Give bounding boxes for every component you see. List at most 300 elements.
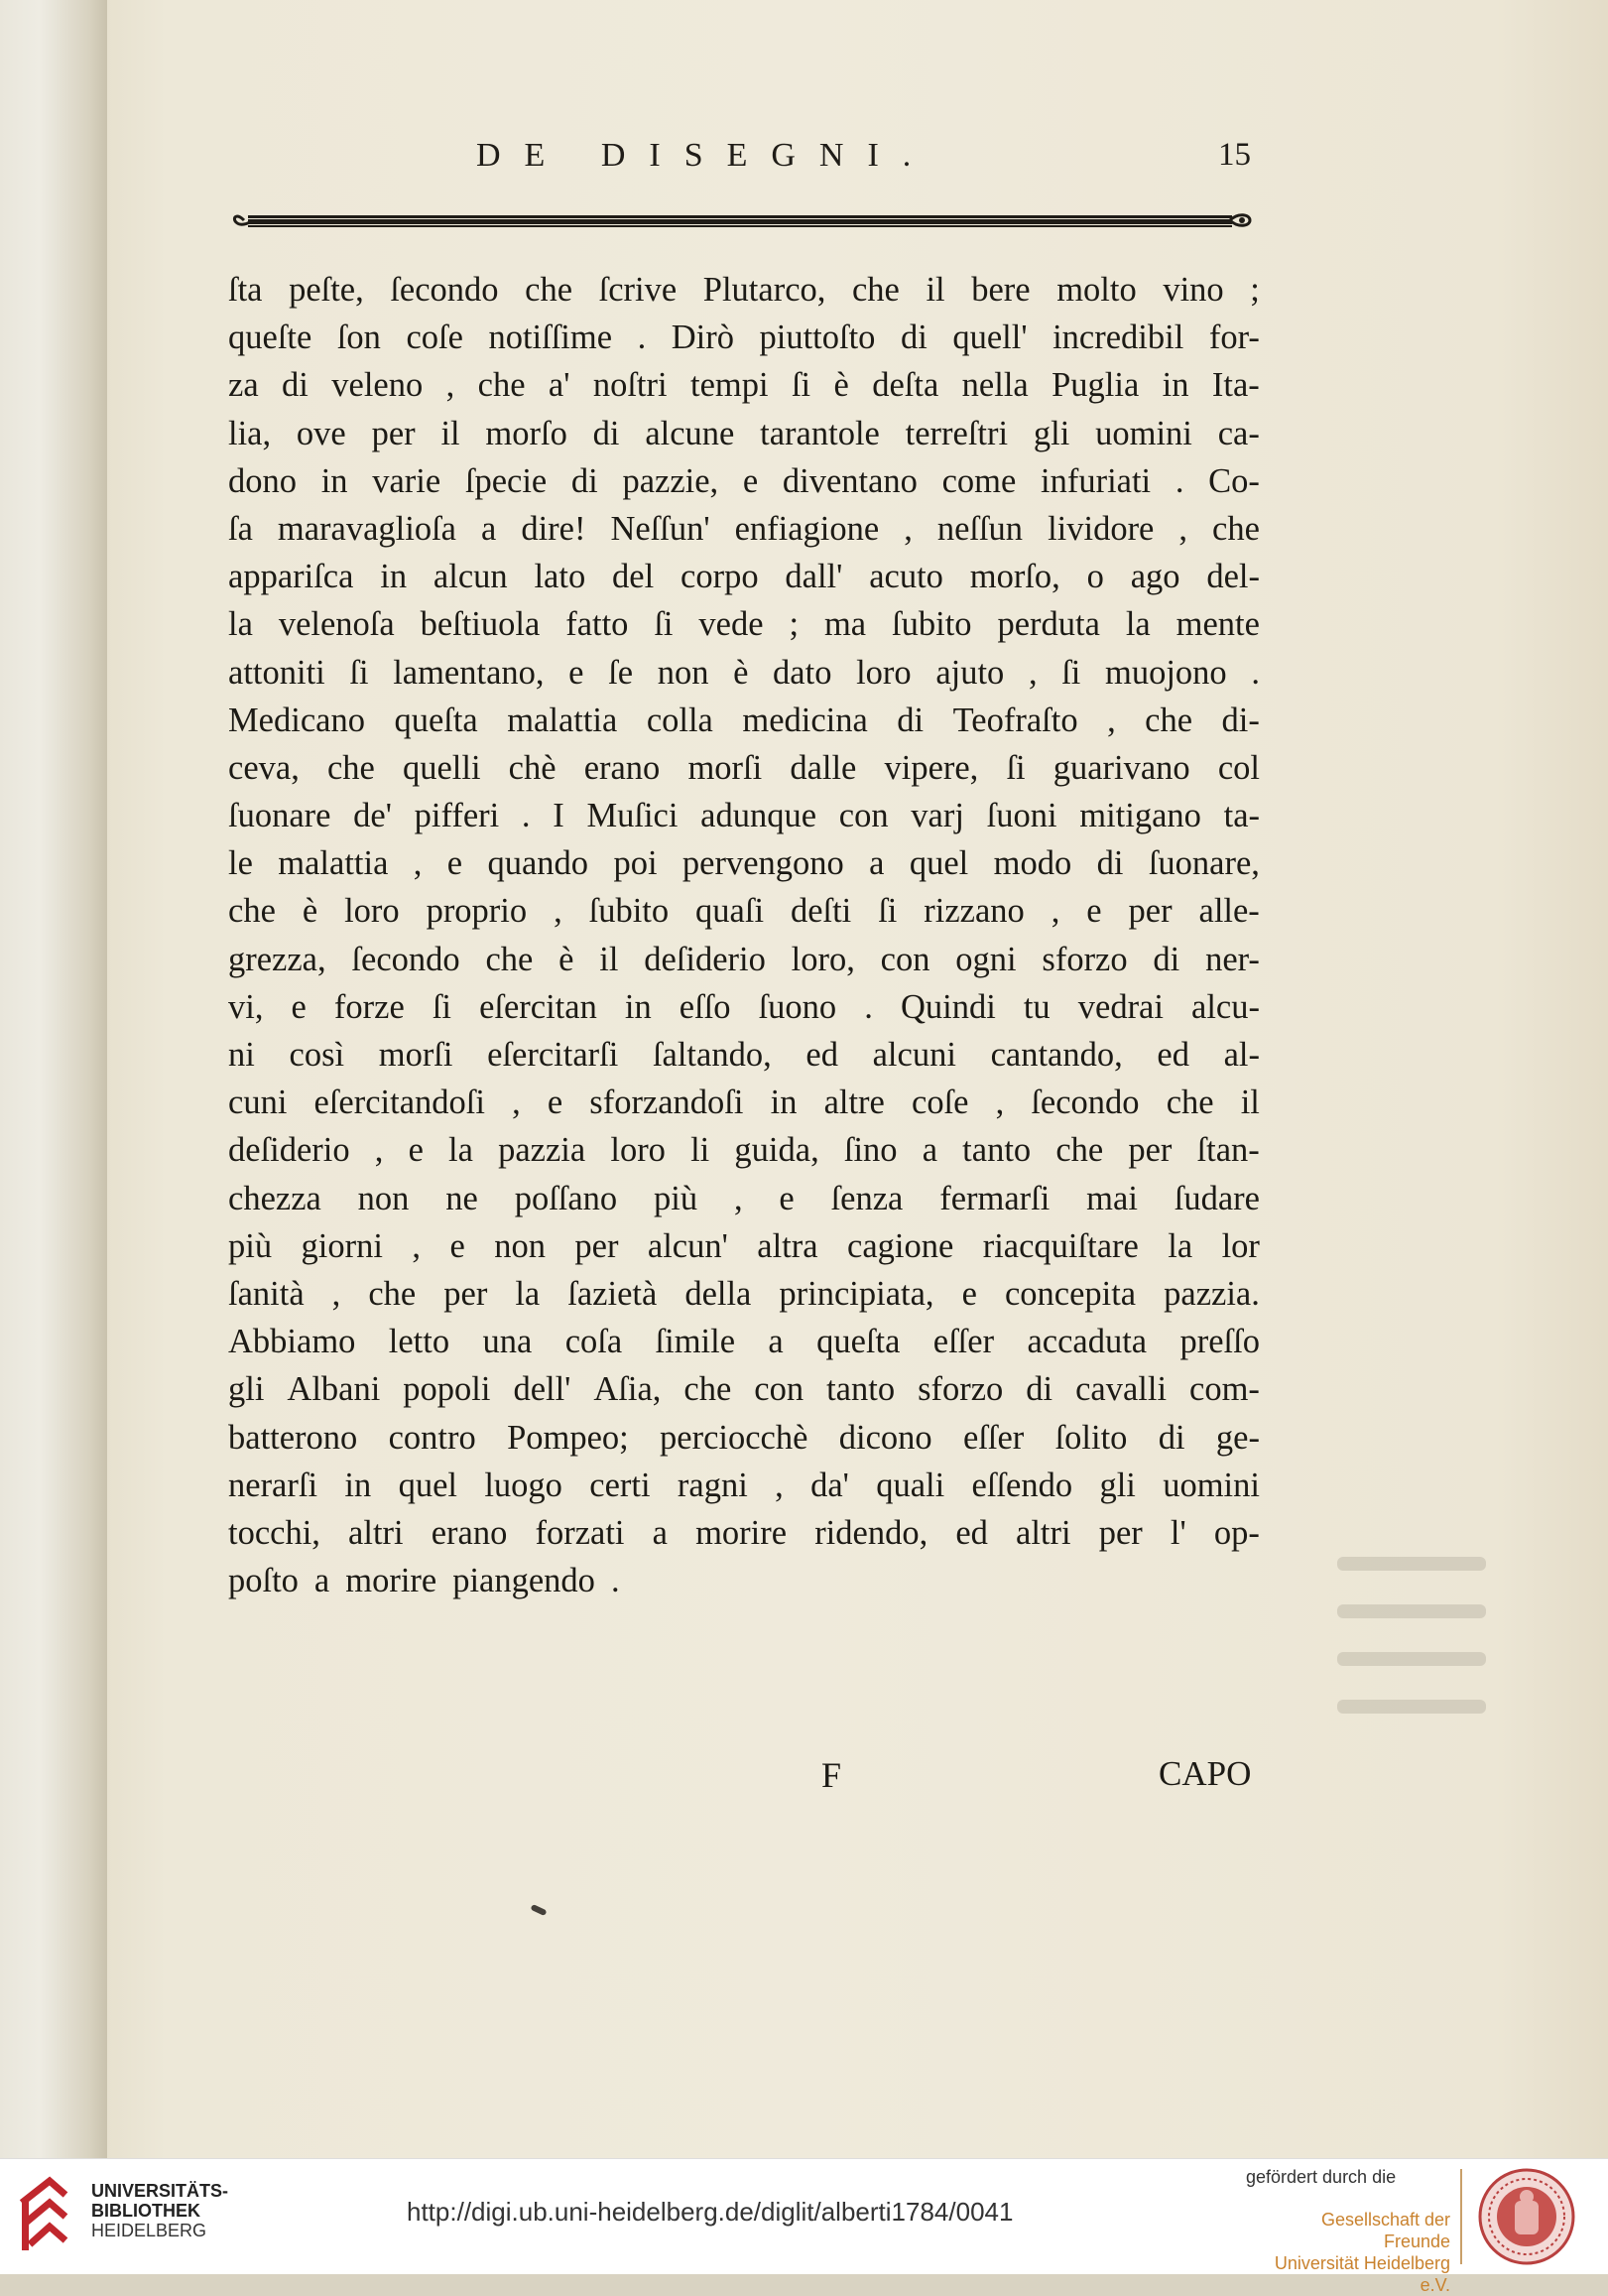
word: ajuto [935,653,1005,692]
word: di- [1221,701,1260,739]
university-seal-icon [1477,2167,1576,2266]
word: alcun' [647,1226,728,1265]
text-line [228,1414,1260,1462]
word: neſſun [936,509,1024,548]
word: eſſo [679,987,731,1026]
word: op- [1213,1513,1260,1552]
word: mitigano [1079,797,1201,835]
text-line [228,983,1260,1031]
word: peſte, [289,271,364,309]
text-line [228,839,1260,887]
word: concepita [1004,1274,1137,1313]
word: perciocchè [660,1418,808,1457]
word: ; [789,605,800,644]
library-line-2: BIBLIOTHEK [91,2201,200,2221]
word: ſuonare, [1148,844,1260,883]
word: dell' [513,1370,571,1409]
word: eſſendo [971,1466,1073,1504]
word: in [380,558,408,596]
text-line [228,1557,1260,1604]
word: molto [1056,271,1137,309]
word: , [445,366,455,405]
text-line [228,649,1260,697]
word: non [357,1179,410,1217]
word: deſiderio [228,1131,350,1170]
word: ogni [955,940,1017,978]
catchword: CAPO [1159,1754,1252,1793]
word: gli [1099,1466,1136,1504]
word: , [331,1274,341,1313]
word: ſi [1061,653,1081,692]
word: Muſici [586,797,679,835]
word: Co- [1208,461,1260,500]
word: . [521,797,531,835]
word: ſolito [1054,1418,1128,1457]
word: ſpecie [464,461,548,500]
word: sforzandoſi [589,1084,744,1122]
word: mai [1086,1179,1138,1217]
word: le [228,844,253,883]
library-line-3: HEIDELBERG [91,2221,207,2240]
word: morire [345,1562,437,1600]
word: infuriati [1041,461,1152,500]
word: di [1153,940,1180,978]
word: coſe [912,1084,969,1122]
word: in [770,1084,798,1122]
word: notiſſime [488,319,613,357]
word: più [654,1179,698,1217]
word: Neſſun' [610,509,710,548]
word: con [838,797,889,835]
text-line [228,1365,1260,1413]
word: ſecondo [390,271,499,309]
word: che [525,271,573,309]
word: pazzia [498,1131,586,1170]
word: per [371,414,416,452]
word: alcune [645,414,735,452]
word: queſta [816,1323,901,1361]
word: e [547,1084,563,1122]
word: muojono [1105,653,1227,692]
sponsor-line-1: Gesellschaft der Freunde [1320,2210,1450,2251]
word: cantando, [990,1036,1123,1074]
word: e [961,1274,977,1313]
word: il [599,940,619,978]
word: appariſca [228,558,354,596]
word: per [443,1274,488,1313]
word: altri [348,1513,404,1552]
word: I [553,797,564,835]
word: è [558,940,574,978]
word: noſtri [592,366,668,405]
word: quali [876,1466,945,1504]
word: col [1217,748,1260,787]
permalink-url[interactable]: http://digi.ub.uni-heidelberg.de/diglit/alberti1784/0041 [407,2197,1014,2227]
word: attoniti [228,653,325,692]
word: lia, [228,414,272,452]
word: in [320,461,348,500]
sponsor-label: gefördert durch die [1246,2167,1397,2187]
word: la [515,1274,541,1313]
word: tanto [826,1370,896,1409]
word: luogo [484,1466,562,1504]
word: e [408,1131,424,1170]
text-line [228,361,1260,409]
word: pervengono [681,844,844,883]
word: li [690,1131,710,1170]
word: quel [909,844,969,883]
word: beſtiuola [420,605,541,644]
text-line [228,1031,1260,1079]
word: dalle [790,748,857,787]
word: eſercitarſi [487,1036,619,1074]
word: , [1051,892,1060,931]
word: vi, [228,987,264,1026]
word: altra [757,1226,818,1265]
word: velenoſa [278,605,395,644]
word: il [440,414,460,452]
word: ſenza [830,1179,904,1217]
word: che [1145,701,1193,739]
word: deſta [872,366,939,405]
word: lato [534,558,586,596]
word: ſa [228,509,253,548]
word: corpo [680,558,759,596]
word: deſiderio [644,940,766,978]
word: per [1098,1513,1143,1552]
word: , [1028,653,1038,692]
word: una [482,1323,533,1361]
word: pazzia. [1164,1274,1260,1313]
text-line [228,553,1260,600]
text-line [228,936,1260,983]
word: e [779,1179,795,1217]
word: , [775,1466,784,1504]
word: non [494,1226,546,1265]
word: ſi [432,987,452,1026]
footer-bar [0,2158,1608,2295]
word: . [864,987,873,1026]
word: Teofraſto [952,701,1078,739]
word: Dirò [671,319,734,357]
page-number: 15 [1218,137,1251,173]
text-line [228,1270,1260,1318]
word: la [1168,1226,1193,1265]
word: poi [613,844,658,883]
word: a [768,1323,784,1361]
word: ſecondo [351,940,460,978]
word: dicono [838,1418,932,1457]
word: ner- [1205,940,1260,978]
word: malattia [278,844,389,883]
word: uomini [1095,414,1192,452]
word: ſazietà [567,1274,658,1313]
word: morſo [485,414,567,452]
word: del [612,558,655,596]
word: letto [388,1323,450,1361]
word: è [302,892,318,931]
word: ſe [608,653,634,692]
word: con [754,1370,804,1409]
word: vedrai [1077,987,1164,1026]
word: che [477,366,526,405]
word: com- [1189,1370,1260,1409]
sponsor-line-2: Universität Heidelberg e.V. [1274,2253,1450,2295]
word: tocchi, [228,1513,320,1552]
text-line [228,1222,1260,1270]
word: ridendo, [814,1513,928,1552]
word: quelli [402,748,481,787]
word: certi [589,1466,651,1504]
word: loro, [791,940,855,978]
word: , [1107,701,1116,739]
word: de' [353,797,392,835]
word: e [568,653,584,692]
word: vino [1163,271,1224,309]
word: di [282,366,309,405]
word: che [1212,509,1260,548]
word: . [1251,653,1260,692]
word: guarivano [1052,748,1190,787]
word: cagione [847,1226,954,1265]
text-line [228,1079,1260,1126]
word: erano [431,1513,508,1552]
text-line [228,1509,1260,1557]
word: perduta [997,605,1100,644]
text-line [228,1318,1260,1365]
word: come [941,461,1017,500]
text-line [228,792,1260,839]
word: è [833,366,849,405]
word: in [624,987,652,1026]
word: nella [961,366,1029,405]
word: terreſtri [905,414,1009,452]
word: quell' [952,319,1028,357]
word: ſi [791,366,811,405]
word: ago [1130,558,1180,596]
body-text [228,266,1260,1604]
word: così [289,1036,345,1074]
word: medicina [742,701,868,739]
word: altre [823,1084,885,1122]
word: quaſi [695,892,765,931]
word: gli [228,1370,265,1409]
word: , [512,1084,521,1122]
word: di [1096,844,1124,883]
word: di [1026,1370,1053,1409]
word: morſi [687,748,763,787]
word: , [1178,509,1187,548]
word: loro [856,653,912,692]
word: forze [333,987,405,1026]
word: . [1175,461,1184,500]
word: , [374,1131,384,1170]
word: di [592,414,620,452]
word: , [413,844,423,883]
word: ta- [1223,797,1260,835]
word: bere [971,271,1031,309]
word: quando [487,844,589,883]
word: e [291,987,307,1026]
word: chezza [228,1179,321,1217]
word: lamentano, [393,653,545,692]
word: che [368,1274,417,1313]
word: eſercitan [479,987,597,1026]
word: Abbiamo [228,1323,356,1361]
word: morire [695,1513,788,1552]
word: batterono [228,1418,358,1457]
text-line [228,505,1260,553]
word: o [1086,558,1104,596]
word: colla [646,701,713,739]
word: deſti [790,892,852,931]
word: ſi [1006,748,1026,787]
word: ſuoni [986,797,1057,835]
word: for- [1208,319,1260,357]
word: piuttoſto [759,319,876,357]
word: per [1128,892,1173,931]
word: dono [228,461,297,500]
word: erano [583,748,661,787]
word: in [344,1466,372,1504]
running-title: DE DISEGNI. [476,137,935,174]
word: ma [823,605,867,644]
word: Plutarco, [702,271,826,309]
word: ſon [336,319,381,357]
word: da' [810,1466,849,1504]
word: ſudare [1174,1179,1260,1217]
text-line [228,1175,1260,1222]
word: pazzie, [622,461,719,500]
word: che [851,271,900,309]
word: ſubito [588,892,670,931]
sponsor-name [1252,2209,1450,2296]
word: altri [1016,1513,1071,1552]
word: queſte [228,319,312,357]
word: tarantole [760,414,880,452]
word: pifferi [414,797,500,835]
word: a [922,1131,938,1170]
word: ſuonare [228,797,331,835]
word: adunque [700,797,817,835]
word: sforzo [918,1370,1004,1409]
word: ſaltando, [652,1036,772,1074]
word: incredibil [1052,319,1184,357]
ornamental-rule [230,204,1254,236]
word: loro [610,1131,666,1170]
word: fermarſi [939,1179,1051,1217]
word: ca- [1217,414,1260,452]
sponsor-divider [1460,2169,1462,2264]
word: ſimile [655,1323,736,1361]
word: uomini [1163,1466,1260,1504]
word: tempi [689,366,769,405]
text-line [228,887,1260,935]
word: la [228,605,253,644]
word: Ita- [1211,366,1260,405]
word: cavalli [1075,1370,1168,1409]
word: ſta [228,271,263,309]
word: a [652,1513,668,1552]
word: la [448,1131,473,1170]
word: e [446,844,463,883]
text-line [228,410,1260,457]
word: fatto [565,605,629,644]
word: ſtan- [1196,1131,1260,1170]
word: loro [344,892,400,931]
word: morſi [378,1036,453,1074]
word: è [733,653,749,692]
word: diventano [782,461,918,500]
word: chè [508,748,557,787]
word: accaduta [1027,1323,1148,1361]
word: Albani [287,1370,381,1409]
word: piangendo [452,1562,595,1600]
word: preſſo [1179,1323,1260,1361]
word: nerarſi [228,1466,318,1504]
word: del- [1206,558,1260,596]
word: ſi [654,605,674,644]
word: , [554,892,562,931]
word: , [995,1084,1005,1122]
word: ni [228,1036,255,1074]
word: ; [1250,271,1260,309]
word: Aſia, [593,1370,662,1409]
word: morſo, [969,558,1060,596]
word: ceva, [228,748,300,787]
word: che [485,940,534,978]
word: che [683,1370,732,1409]
word: Pompeo; [507,1418,629,1457]
scanner-background [0,0,109,2158]
word: queſta [394,701,478,739]
word: di [570,461,598,500]
word: a [481,509,497,548]
text-line [228,457,1260,505]
word: dato [773,653,832,692]
word: coſe [406,319,463,357]
word: e [1086,892,1102,931]
word: acuto [869,558,943,596]
word: ſuono [758,987,837,1026]
word: poſto [228,1562,299,1600]
word: eſſer [962,1418,1025,1457]
running-header [476,137,992,187]
word: il [1240,1084,1260,1122]
word: alle- [1198,892,1260,931]
text-line [228,314,1260,361]
word: che [326,748,375,787]
word: l' [1170,1513,1186,1552]
word: di [897,701,925,739]
word: la [1125,605,1151,644]
word: veleno [331,366,424,405]
library-name [91,2181,228,2240]
word: eſſer [932,1323,995,1361]
word: a' [548,366,570,405]
word: alcuni [872,1036,956,1074]
word: ove [296,414,346,452]
word: ſubito [892,605,972,644]
word: ſino [843,1131,898,1170]
word: maravaglioſa [277,509,456,548]
word: varie [372,461,441,500]
word: enfiagione [734,509,880,548]
word: . [637,319,647,357]
word: poſſano [514,1179,618,1217]
signature-mark: F [821,1755,842,1795]
word: malattia [507,701,618,739]
